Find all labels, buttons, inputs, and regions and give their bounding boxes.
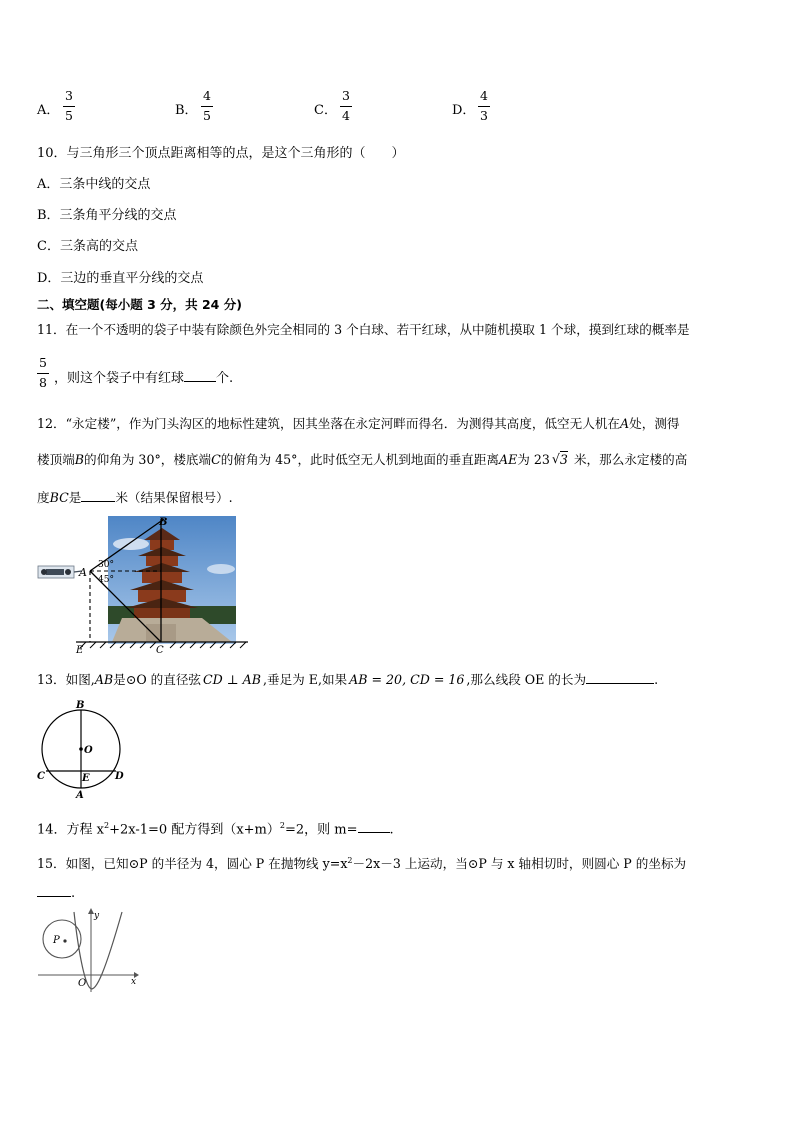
section-heading: 二、填空题(每小题 3 分，共 24 分): [37, 297, 242, 312]
text: 是⊙O 的直径弦: [113, 672, 202, 687]
text: 的俯角为 45°，此时低空无人机到地面的垂直距离: [220, 452, 499, 467]
text: .: [71, 886, 76, 901]
fraction: [63, 88, 75, 124]
denominator: 5: [203, 108, 211, 123]
var-c: C: [211, 452, 221, 467]
answer-blank: [358, 819, 390, 833]
text: 度: [37, 490, 50, 505]
denominator: 5: [65, 108, 73, 123]
q11-line-2: [54, 368, 233, 388]
radicand: 3: [559, 452, 568, 467]
q13-line: [37, 670, 658, 689]
superscript: 2: [279, 821, 285, 830]
answer-blank: [37, 883, 71, 897]
q10-option-d: D．三边的垂直平分线的交点: [37, 271, 204, 286]
var-a: A: [620, 416, 630, 431]
angle-30: 30°: [98, 560, 114, 570]
text: =2，则 m=: [284, 822, 358, 838]
label-c: C: [156, 645, 164, 654]
fraction: [478, 88, 490, 124]
text: 13．如图,: [37, 672, 95, 687]
text: 处，测得: [629, 416, 680, 431]
q10-option-b: B．三条角平分线的交点: [37, 208, 177, 223]
text: 米（结果保留根号）.: [115, 490, 233, 505]
var-b: B: [74, 452, 85, 467]
var-ab: AB: [94, 672, 114, 687]
label-e: E: [76, 645, 84, 654]
text: +2x-1=0 配方得到（x+m）: [109, 822, 280, 838]
numerator: 3: [342, 88, 350, 103]
expr-given: AB = 20, CD = 16: [349, 672, 465, 687]
text: 15．如图，已知⊙P 的半径为 4，圆心 P 在抛物线 y=x: [37, 856, 348, 872]
text: ,那么线段 OE 的长为: [466, 672, 587, 687]
angle-45: 45°: [98, 575, 114, 585]
denominator: 8: [39, 375, 47, 390]
text: 米，那么永定楼的高: [573, 452, 688, 467]
numerator: 4: [203, 88, 211, 103]
q11-line-1: 11．在一个不透明的袋子中装有除颜色外完全相同的 3 个白球、若干红球，从中随机摸取 1 个球，摸到红球的概率是: [37, 322, 690, 337]
q12-line-3: [37, 488, 233, 507]
circle-p: [43, 920, 81, 958]
text: 是: [68, 490, 82, 505]
q14-line: [37, 817, 394, 839]
expr-cd-perp-ab: CD ⊥ AB: [203, 672, 261, 687]
q15-line-1: [37, 852, 686, 873]
label-a: A: [76, 790, 84, 801]
q11-fraction: [37, 355, 49, 391]
option-label: A．: [37, 103, 60, 118]
drone-icon: [38, 566, 82, 578]
label-p: P: [53, 935, 60, 946]
number: 23: [533, 452, 550, 467]
q10-option-c: C．三条高的交点: [37, 239, 138, 254]
numerator: 3: [65, 88, 73, 103]
option-label: D．: [452, 103, 476, 118]
fraction: [340, 88, 352, 124]
label-x: x: [131, 977, 137, 987]
q15-figure: [38, 908, 144, 994]
label-b: B: [76, 700, 85, 711]
text: ,垂足为 E,如果: [262, 672, 348, 687]
var-bc: BC: [49, 490, 69, 505]
denominator: 3: [480, 108, 488, 123]
option-label: B．: [175, 103, 198, 118]
text: .: [654, 672, 659, 687]
numerator: 4: [480, 88, 488, 103]
label-y: y: [94, 911, 100, 921]
text: .: [389, 822, 394, 838]
superscript: 2: [104, 821, 110, 830]
superscript: 2: [347, 856, 353, 865]
q11-text: ，则这个袋子中有红球: [54, 371, 185, 386]
q10-option-a: A．三条中线的交点: [37, 177, 151, 192]
label-c: C: [37, 771, 45, 782]
answer-blank: [586, 670, 654, 684]
q12-figure: [36, 514, 256, 654]
denominator: 4: [342, 108, 350, 123]
text: 的仰角为 30°，楼底端: [84, 452, 212, 467]
numerator: 5: [39, 355, 47, 370]
option-label: C．: [314, 103, 337, 118]
q15-line-2: [37, 883, 75, 903]
q12-line-2: [37, 451, 687, 469]
text: 为: [517, 452, 530, 467]
text: 楼顶端: [37, 452, 75, 467]
q11-text-end: 个.: [216, 371, 234, 386]
label-d: D: [115, 771, 124, 782]
q13-figure: [34, 698, 134, 802]
text: －2x－3 上运动，当⊙P 与 x 轴相切时，则圆心 P 的坐标为: [352, 856, 687, 872]
answer-blank: [81, 488, 115, 502]
label-o: O: [78, 978, 87, 989]
sqrt-expression: √3: [551, 451, 568, 467]
var-ae: AE: [498, 452, 518, 467]
label-o: O: [84, 745, 93, 756]
fraction: [201, 88, 213, 124]
label-a: A: [79, 566, 87, 579]
q12-line-1: [37, 415, 680, 433]
answer-blank: [184, 368, 216, 382]
text: 12．“永定楼”，作为门头沟区的地标性建筑，因其坐落在永定河畔而得名．为测得其高度，低空无人机在: [37, 416, 621, 431]
q10-stem: 10．与三角形三个顶点距离相等的点，是这个三角形的（ ）: [37, 146, 405, 161]
label-b: B: [159, 517, 168, 528]
label-e: E: [82, 773, 90, 784]
text: 14．方程 x: [37, 822, 105, 838]
